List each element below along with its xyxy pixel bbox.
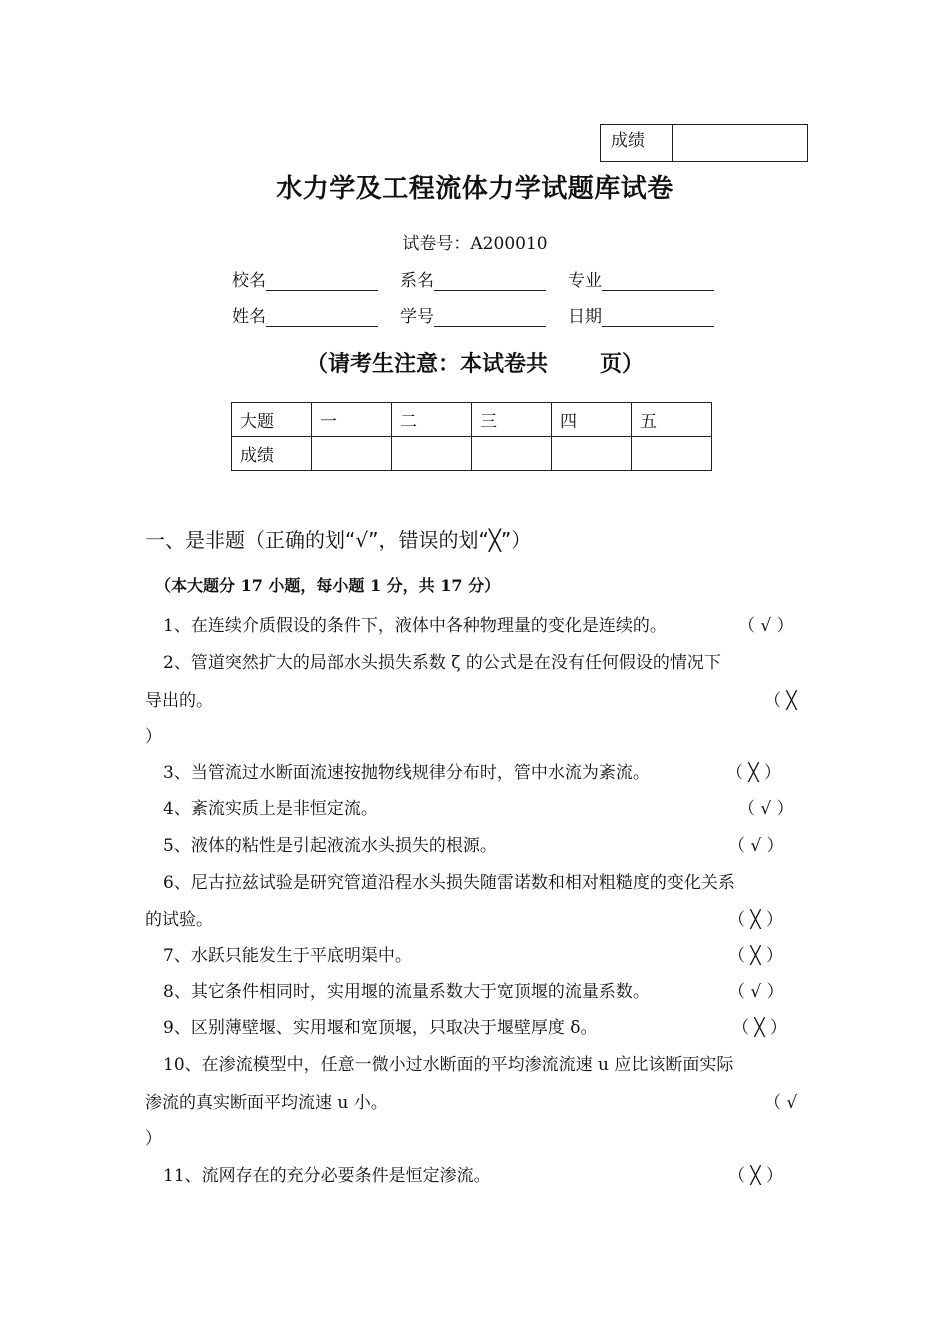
score-box (600, 124, 808, 162)
score-table-header-cell: 一 (312, 403, 392, 437)
answer-mark-tail: ） (145, 1129, 162, 1149)
score-cell[interactable] (312, 437, 392, 471)
score-cell[interactable] (472, 437, 552, 471)
score-cell[interactable] (552, 437, 632, 471)
question-text: 5、液体的粘性是引起液流水头损失的根源。 (163, 836, 497, 856)
score-table-header-cell: 二 (392, 403, 472, 437)
field-student-id[interactable] (400, 302, 546, 327)
question-text: 3、当管流过水断面流速按抛物线规律分布时，管中水流为紊流。 (163, 763, 650, 783)
question-text: 8、其它条件相同时，实用堰的流量系数大于宽顶堰的流量系数。 (163, 982, 650, 1002)
question-text: 2、管道突然扩大的局部水头损失系数 ζ 的公式是在没有任何假设的情况下 (163, 653, 721, 673)
question-text: 6、尼古拉兹试验是研究管道沿程水头损失随雷诺数和相对粗糙度的变化关系 (163, 873, 735, 893)
question-text: 9、区别薄壁堰、实用堰和宽顶堰，只取决于堰壁厚度 δ。 (163, 1018, 598, 1038)
answer-mark: （ ╳ (764, 691, 797, 711)
answer-mark: （ √ ） (738, 799, 794, 819)
answer-mark: （ ╳ ） (732, 1018, 788, 1038)
page-notice (0, 347, 950, 378)
field-school-label: 校名 (232, 271, 266, 291)
score-box-label: 成绩 (601, 125, 673, 161)
answer-mark: （ ╳ ） (728, 910, 784, 930)
answer-mark: （ ╳ ） (728, 1166, 784, 1186)
question-text: 11、流网存在的充分必要条件是恒定渗流。 (163, 1166, 491, 1186)
question-text: 7、水跃只能发生于平底明渠中。 (163, 946, 412, 966)
answer-mark: （ √ (764, 1093, 798, 1113)
score-table (231, 402, 712, 471)
field-school[interactable] (232, 266, 378, 291)
field-department[interactable] (400, 266, 546, 291)
answer-mark: （ √ ） (728, 982, 784, 1002)
section-heading: 一、是非题（正确的划“√”，错误的划“╳”） (145, 528, 532, 552)
field-major[interactable] (568, 266, 714, 291)
field-major-label: 专业 (568, 271, 602, 291)
score-table-header-cell: 四 (552, 403, 632, 437)
field-name-label: 姓名 (232, 307, 266, 327)
field-date[interactable] (568, 302, 714, 327)
field-student-id-label: 学号 (400, 307, 434, 327)
section-subheading: （本大题分 17 小题，每小题 1 分，共 17 分） (155, 576, 501, 595)
field-department-label: 系名 (400, 271, 434, 291)
question-continuation: 导出的。 (145, 691, 213, 711)
question-text: 4、紊流实质上是非恒定流。 (163, 799, 378, 819)
score-box-field[interactable] (673, 125, 807, 161)
answer-mark: （ ╳ ） (728, 946, 784, 966)
score-cell[interactable] (632, 437, 712, 471)
score-table-row-label: 成绩 (232, 437, 312, 471)
score-table-header-cell: 五 (632, 403, 712, 437)
answer-mark: （ √ ） (738, 616, 794, 636)
score-table-header-row (232, 403, 712, 437)
question-continuation: 渗流的真实断面平均流速 u 小。 (145, 1093, 388, 1113)
field-name[interactable] (232, 302, 378, 327)
score-table-header-cell: 三 (472, 403, 552, 437)
answer-mark: （ ╳ ） (726, 763, 782, 783)
question-text: 10、在渗流模型中，任意一微小过水断面的平均渗流流速 u 应比该断面实际 (163, 1055, 734, 1075)
notice-right: 页） (600, 352, 645, 377)
question-text: 1、在连续介质假设的条件下，液体中各种物理量的变化是连续的。 (163, 616, 667, 636)
score-table-header-cell: 大题 (232, 403, 312, 437)
page-title: 水力学及工程流体力学试题库试卷 (276, 174, 674, 204)
exam-number: 试卷号：A200010 (402, 234, 548, 254)
answer-mark-tail: ） (145, 727, 162, 747)
score-cell[interactable] (392, 437, 472, 471)
notice-left: （请考生注意：本试卷共 (305, 352, 548, 377)
field-date-label: 日期 (568, 307, 602, 327)
answer-mark: （ √ ） (728, 836, 784, 856)
score-table-score-row (232, 437, 712, 471)
question-continuation: 的试验。 (145, 910, 213, 930)
